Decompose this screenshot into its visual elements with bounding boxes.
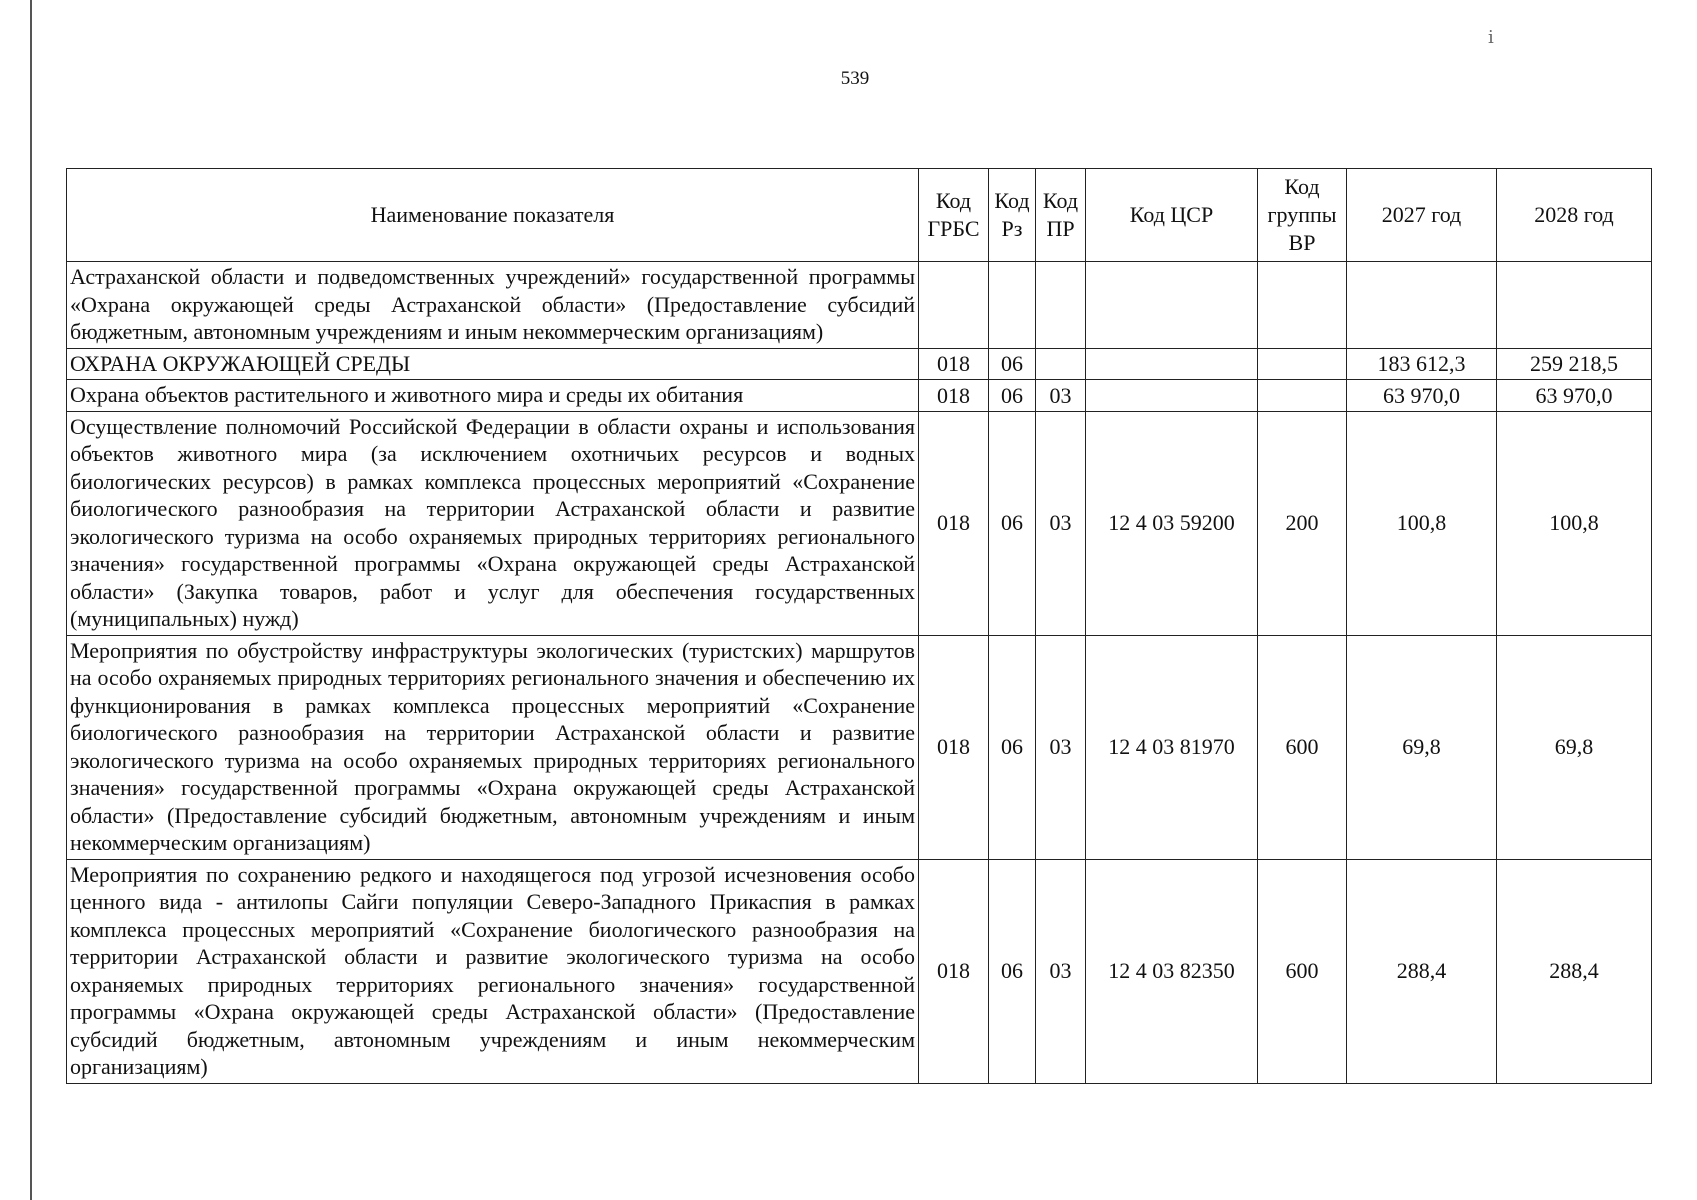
header-name: Наименование показателя <box>67 169 919 262</box>
header-2027: 2027 год <box>1347 169 1497 262</box>
row-2027: 288,4 <box>1347 859 1497 1083</box>
header-2028: 2028 год <box>1497 169 1652 262</box>
table-row <box>67 380 1652 412</box>
page-number: 539 <box>840 68 870 89</box>
row-rz: 06 <box>989 411 1036 635</box>
row-vr <box>1258 348 1347 380</box>
row-2028: 259 218,5 <box>1497 348 1652 380</box>
row-vr: 600 <box>1258 859 1347 1083</box>
header-rz: Код Рз <box>989 169 1036 262</box>
row-2028: 288,4 <box>1497 859 1652 1083</box>
table-header-row <box>67 169 1652 262</box>
header-pr: Код ПР <box>1036 169 1086 262</box>
row-pr <box>1036 262 1086 349</box>
row-pr: 03 <box>1036 635 1086 859</box>
row-grbs: 018 <box>919 859 989 1083</box>
row-vr: 600 <box>1258 635 1347 859</box>
row-rz <box>989 262 1036 349</box>
row-2028: 100,8 <box>1497 411 1652 635</box>
row-2028: 63 970,0 <box>1497 380 1652 412</box>
row-2027 <box>1347 262 1497 349</box>
row-2027: 100,8 <box>1347 411 1497 635</box>
stray-pen-mark: ⅰ <box>1488 27 1494 47</box>
table-row <box>67 635 1652 859</box>
row-name: Мероприятия по сохранению редкого и находящегося под угрозой исчезновения особо ценного вида - антилопы Сайги популяции Северо-Западного Прикаспия в рамках комплекса процессных мероприятий «Сохранение биологического разнообразия на территории Астраханской области и развитие экологического туризма на особо охраняемых природных территориях регионального значения» государственной программы «Охрана окружающей среды Астраханской области» (Предоставление субсидий бюджетным, автономным учреждениям и иным некоммерческим организациям) <box>67 859 919 1083</box>
row-grbs <box>919 262 989 349</box>
row-2027: 183 612,3 <box>1347 348 1497 380</box>
row-rz: 06 <box>989 380 1036 412</box>
row-csr <box>1086 348 1258 380</box>
row-2028 <box>1497 262 1652 349</box>
row-name: ОХРАНА ОКРУЖАЮЩЕЙ СРЕДЫ <box>67 348 919 380</box>
row-rz: 06 <box>989 635 1036 859</box>
row-2027: 69,8 <box>1347 635 1497 859</box>
row-grbs: 018 <box>919 635 989 859</box>
row-rz: 06 <box>989 859 1036 1083</box>
table-row <box>67 859 1652 1083</box>
binding-edge-line <box>30 0 32 1200</box>
row-pr <box>1036 348 1086 380</box>
row-pr: 03 <box>1036 411 1086 635</box>
header-csr: Код ЦСР <box>1086 169 1258 262</box>
row-2027: 63 970,0 <box>1347 380 1497 412</box>
row-name: Охрана объектов растительного и животного мира и среды их обитания <box>67 380 919 412</box>
table-row <box>67 348 1652 380</box>
row-pr: 03 <box>1036 380 1086 412</box>
row-2028: 69,8 <box>1497 635 1652 859</box>
row-name: Осуществление полномочий Российской Федерации в области охраны и использования объектов животного мира (за исключением охотничьих ресурсов и водных биологических ресурсов) в рамках комплекса процессных мероприятий «Сохранение биологического разнообразия на территории Астраханской области и развитие экологического туризма на особо охраняемых природных территориях регионального значения» государственной программы «Охрана окружающей среды Астраханской области» (Закупка товаров, работ и услуг для обеспечения государственных (муниципальных) нужд) <box>67 411 919 635</box>
row-csr <box>1086 380 1258 412</box>
table-row <box>67 262 1652 349</box>
budget-table <box>66 168 1652 1084</box>
header-grbs: Код ГРБС <box>919 169 989 262</box>
row-grbs: 018 <box>919 348 989 380</box>
row-vr <box>1258 262 1347 349</box>
row-vr <box>1258 380 1347 412</box>
header-vr: Код группы ВР <box>1258 169 1347 262</box>
table-row <box>67 411 1652 635</box>
row-csr: 12 4 03 59200 <box>1086 411 1258 635</box>
row-grbs: 018 <box>919 380 989 412</box>
row-vr: 200 <box>1258 411 1347 635</box>
row-csr <box>1086 262 1258 349</box>
row-name: Астраханской области и подведомственных учреждений» государственной программы «Охрана окружающей среды Астраханской области» (Предоставление субсидий бюджетным, автономным учреждениям и иным некоммерческим организациям) <box>67 262 919 349</box>
row-csr: 12 4 03 82350 <box>1086 859 1258 1083</box>
row-name: Мероприятия по обустройству инфраструктуры экологических (туристских) маршрутов на особо охраняемых природных территориях регионального значения и обеспечению их функционирования в рамках комплекса процессных мероприятий «Сохранение биологического разнообразия на территории Астраханской области и развитие экологического туризма на особо охраняемых природных территориях регионального значения» государственной программы «Охрана окружающей среды Астраханской области» (Предоставление субсидий бюджетным, автономным учреждениям и иным некоммерческим организациям) <box>67 635 919 859</box>
row-rz: 06 <box>989 348 1036 380</box>
row-csr: 12 4 03 81970 <box>1086 635 1258 859</box>
row-grbs: 018 <box>919 411 989 635</box>
row-pr: 03 <box>1036 859 1086 1083</box>
